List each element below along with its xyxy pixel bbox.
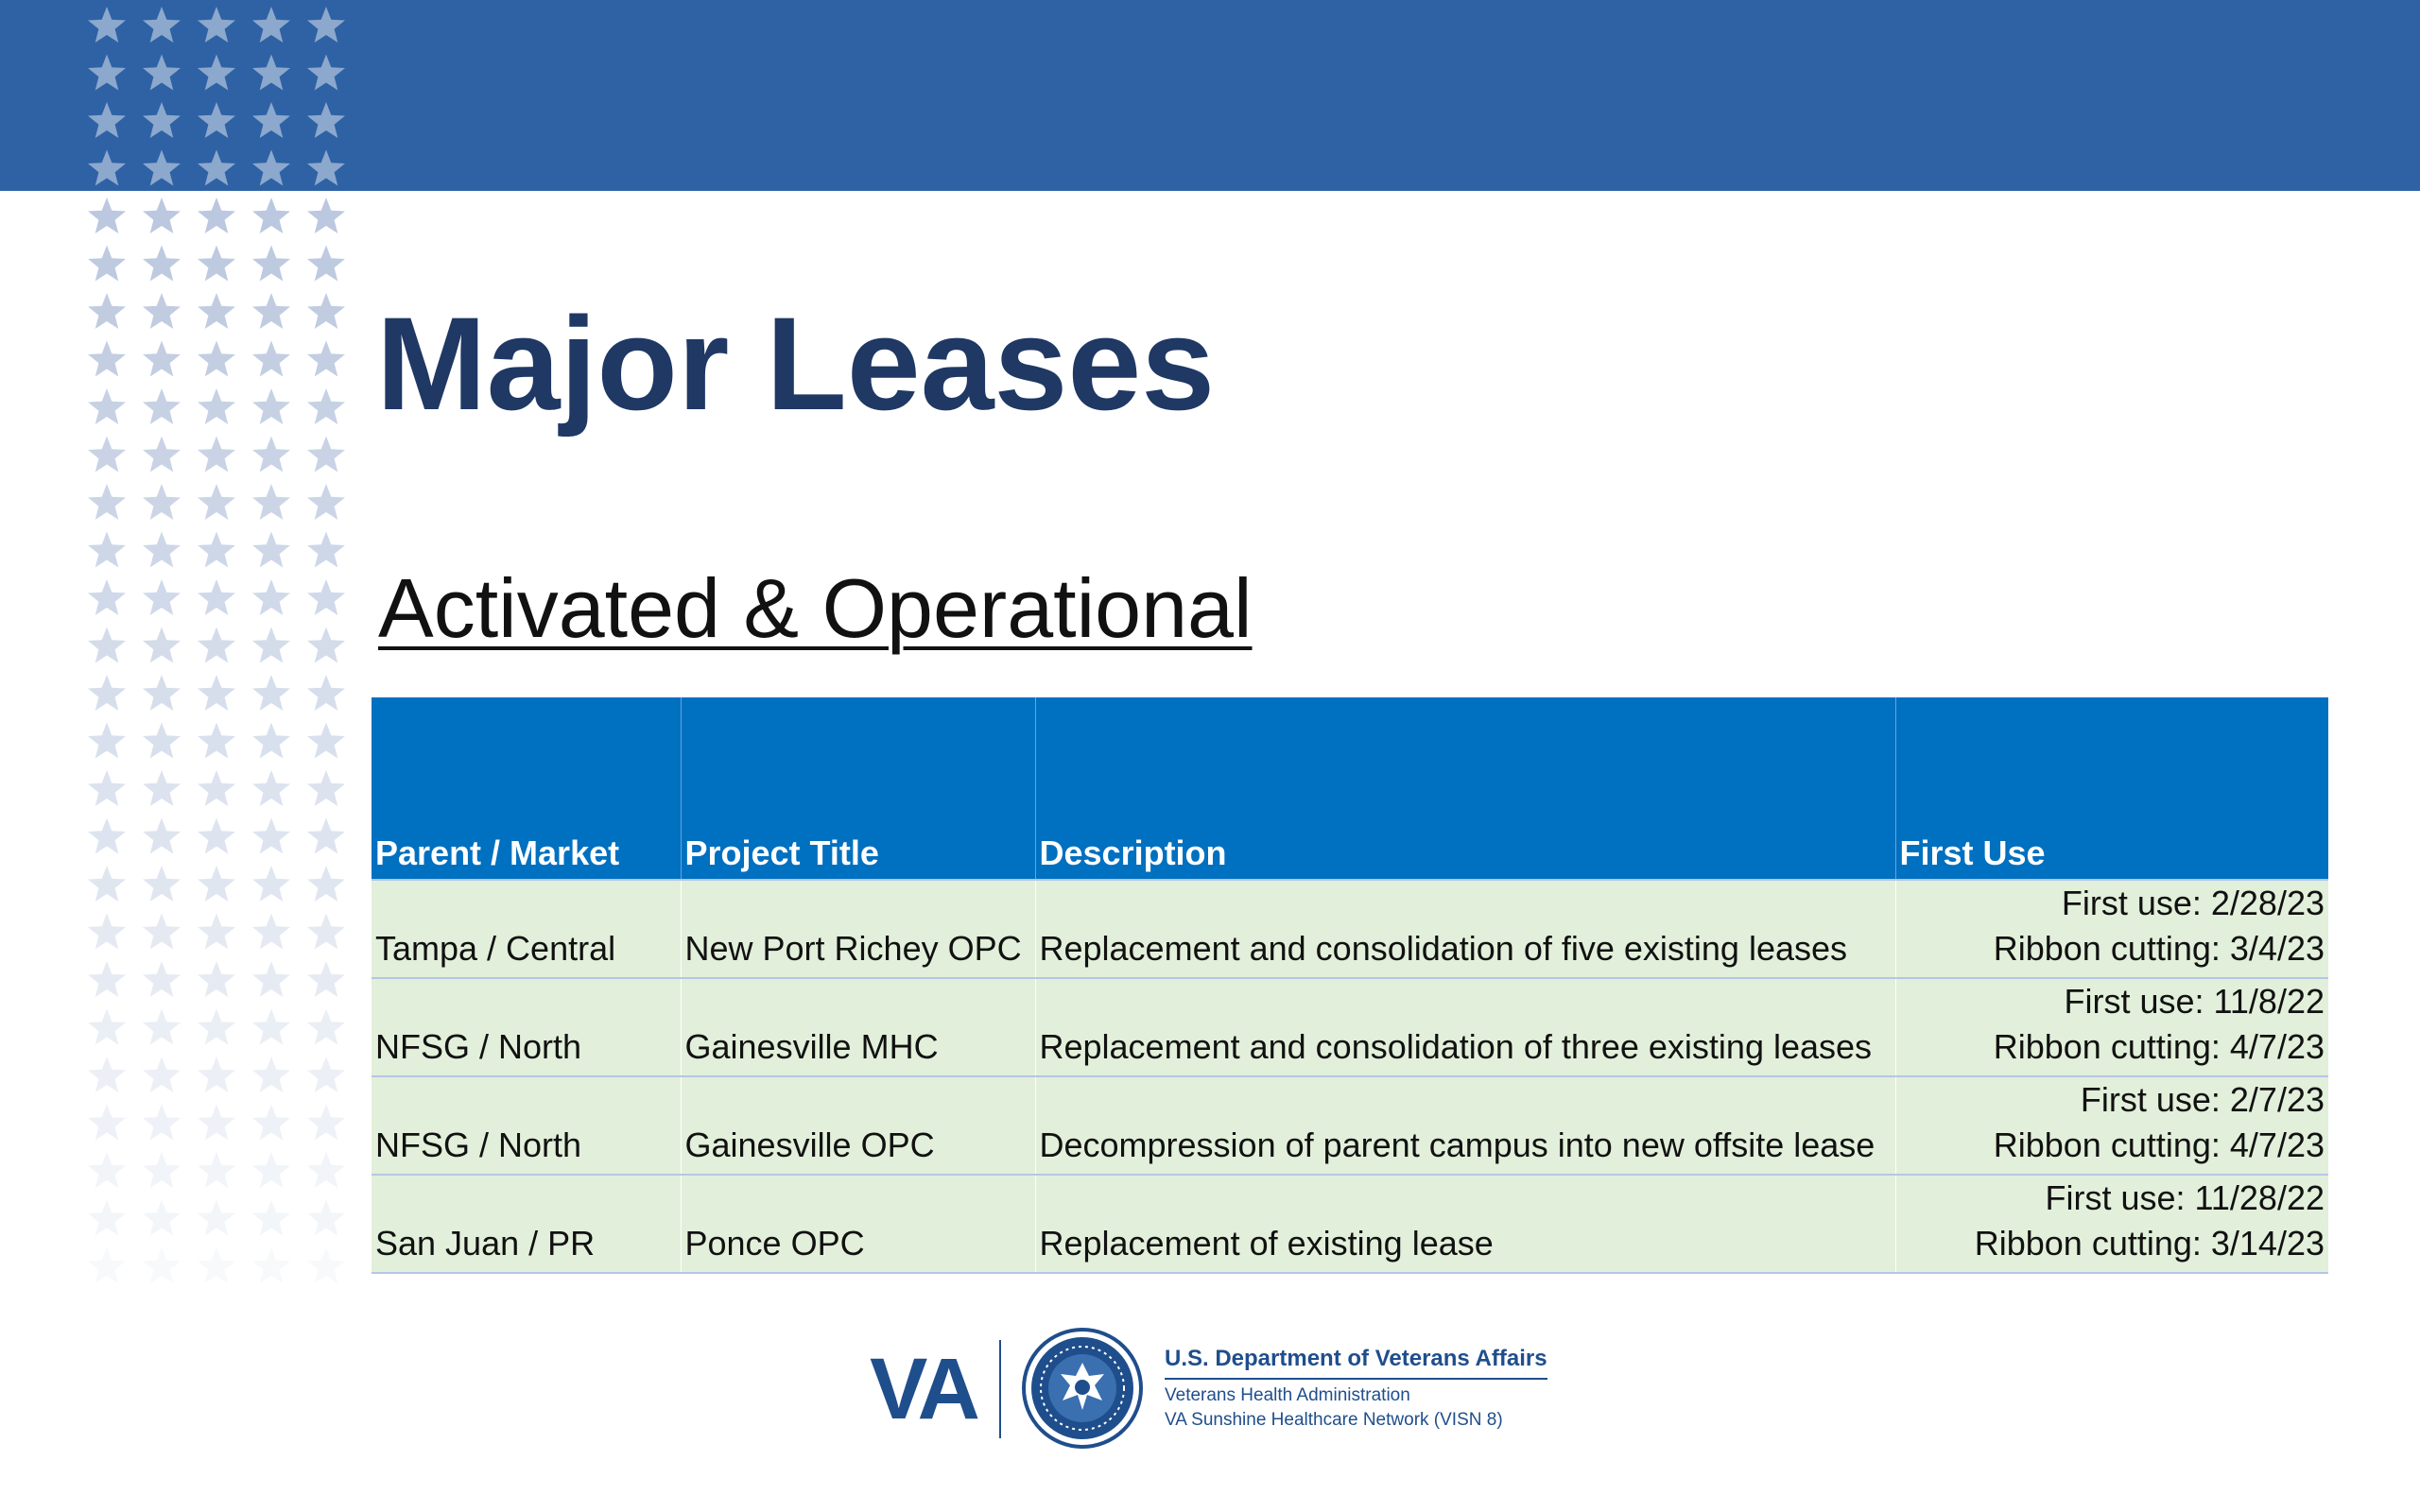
star-icon xyxy=(143,579,181,615)
star-icon xyxy=(143,627,181,663)
star-icon xyxy=(88,198,126,233)
star-icon xyxy=(252,388,290,424)
star-icon xyxy=(307,627,345,663)
star-icon xyxy=(88,818,126,854)
star-icon xyxy=(143,1105,181,1141)
star-icon xyxy=(143,437,181,472)
star-icon xyxy=(252,627,290,663)
star-icon xyxy=(88,961,126,997)
star-icon xyxy=(307,1152,345,1188)
star-icon xyxy=(307,150,345,186)
ribbon-cutting-date: Ribbon cutting: 3/4/23 xyxy=(1993,929,2325,968)
star-icon xyxy=(307,102,345,138)
star-icon xyxy=(252,770,290,806)
star-icon xyxy=(198,1105,235,1141)
cell-description: Replacement and consolidation of three existing leases xyxy=(1035,978,1895,1076)
star-icon xyxy=(307,961,345,997)
star-icon xyxy=(252,675,290,711)
star-icon xyxy=(307,293,345,329)
star-icon xyxy=(252,866,290,902)
star-icon xyxy=(307,866,345,902)
star-icon xyxy=(307,341,345,377)
star-icon xyxy=(198,579,235,615)
star-icon xyxy=(198,7,235,43)
star-icon xyxy=(307,723,345,759)
cell-description: Replacement of existing lease xyxy=(1035,1175,1895,1273)
star-icon xyxy=(198,532,235,568)
star-icon xyxy=(198,293,235,329)
star-icon xyxy=(198,1247,235,1283)
star-icon xyxy=(307,1057,345,1092)
star-icon xyxy=(198,484,235,520)
star-icon xyxy=(88,532,126,568)
star-icon xyxy=(198,437,235,472)
first-use-date: First use: 11/28/22 xyxy=(2045,1178,2325,1217)
table-row xyxy=(372,978,2328,1076)
star-icon xyxy=(252,532,290,568)
star-icon xyxy=(307,1200,345,1236)
first-use-date: First use: 2/7/23 xyxy=(2080,1080,2325,1119)
star-icon xyxy=(198,246,235,282)
star-icon xyxy=(143,55,181,91)
star-icon xyxy=(198,1200,235,1236)
star-icon xyxy=(88,866,126,902)
star-icon xyxy=(143,1009,181,1045)
cell-market: NFSG / North xyxy=(372,978,681,1076)
cell-first-use xyxy=(1895,978,2328,1076)
star-icon xyxy=(143,723,181,759)
star-icon xyxy=(88,246,126,282)
star-icon xyxy=(307,1105,345,1141)
star-icon xyxy=(88,675,126,711)
star-icon xyxy=(143,246,181,282)
star-icon xyxy=(143,675,181,711)
star-icon xyxy=(198,1057,235,1092)
star-icon xyxy=(252,246,290,282)
star-icon xyxy=(143,866,181,902)
star-icon xyxy=(198,1152,235,1188)
star-icon xyxy=(88,1057,126,1092)
star-icon xyxy=(143,484,181,520)
star-icon xyxy=(252,484,290,520)
star-icon xyxy=(143,1200,181,1236)
star-icon xyxy=(307,484,345,520)
star-icon xyxy=(88,55,126,91)
star-icon xyxy=(88,1009,126,1045)
network-name: VA Sunshine Healthcare Network (VISN 8) xyxy=(1165,1410,1503,1430)
cell-market: Tampa / Central xyxy=(372,880,681,978)
cell-market: San Juan / PR xyxy=(372,1175,681,1273)
table-row xyxy=(372,880,2328,978)
star-icon xyxy=(198,341,235,377)
star-icon xyxy=(143,961,181,997)
star-icon xyxy=(252,723,290,759)
star-icon xyxy=(198,55,235,91)
star-icon xyxy=(252,198,290,233)
star-icon xyxy=(198,198,235,233)
column-header-market: Parent / Market xyxy=(372,697,681,880)
star-icon xyxy=(307,1247,345,1283)
administration-name: Veterans Health Administration xyxy=(1165,1385,1410,1405)
star-icon xyxy=(88,1105,126,1141)
star-icon xyxy=(198,1009,235,1045)
star-icon xyxy=(252,818,290,854)
star-icon xyxy=(252,1009,290,1045)
cell-project: New Port Richey OPC xyxy=(681,880,1035,978)
star-icon xyxy=(143,1057,181,1092)
star-icon xyxy=(307,7,345,43)
star-icon xyxy=(88,1247,126,1283)
star-icon xyxy=(198,150,235,186)
star-icon xyxy=(88,7,126,43)
star-icon xyxy=(252,914,290,950)
star-icon xyxy=(307,579,345,615)
star-icon xyxy=(307,198,345,233)
star-icon xyxy=(88,1200,126,1236)
column-header-description: Description xyxy=(1035,697,1895,880)
star-icon xyxy=(88,437,126,472)
cell-first-use xyxy=(1895,880,2328,978)
star-icon xyxy=(88,484,126,520)
cell-description: Decompression of parent campus into new offsite lease xyxy=(1035,1076,1895,1175)
column-header-first-use: First Use xyxy=(1895,697,2328,880)
star-icon xyxy=(198,675,235,711)
star-icon xyxy=(143,388,181,424)
cell-description: Replacement and consolidation of five existing leases xyxy=(1035,880,1895,978)
table-header-row xyxy=(372,697,2328,880)
star-icon xyxy=(88,1152,126,1188)
cell-project: Gainesville OPC xyxy=(681,1076,1035,1175)
star-icon xyxy=(307,914,345,950)
star-icon xyxy=(307,532,345,568)
star-icon xyxy=(198,102,235,138)
star-icon xyxy=(88,388,126,424)
cell-project: Ponce OPC xyxy=(681,1175,1035,1273)
star-icon xyxy=(143,914,181,950)
va-wordmark: VA xyxy=(870,1341,977,1437)
star-icon xyxy=(307,818,345,854)
ribbon-cutting-date: Ribbon cutting: 4/7/23 xyxy=(1993,1027,2325,1066)
star-icon xyxy=(88,341,126,377)
star-icon xyxy=(88,723,126,759)
cell-first-use xyxy=(1895,1175,2328,1273)
star-icon xyxy=(198,866,235,902)
star-icon xyxy=(307,246,345,282)
star-icon xyxy=(198,627,235,663)
star-icon xyxy=(252,1105,290,1141)
first-use-date: First use: 11/8/22 xyxy=(2064,982,2325,1021)
major-leases-table xyxy=(372,697,2328,1274)
star-icon xyxy=(88,770,126,806)
star-icon xyxy=(88,293,126,329)
star-icon xyxy=(252,293,290,329)
star-icon xyxy=(252,1152,290,1188)
star-icon xyxy=(143,1152,181,1188)
star-icon xyxy=(198,770,235,806)
star-icon xyxy=(143,818,181,854)
va-footer-logo xyxy=(870,1323,1550,1455)
star-icon xyxy=(143,198,181,233)
ribbon-cutting-date: Ribbon cutting: 3/14/23 xyxy=(1974,1224,2325,1263)
star-icon xyxy=(198,818,235,854)
star-icon xyxy=(252,1057,290,1092)
star-icon xyxy=(143,7,181,43)
star-icon xyxy=(307,388,345,424)
star-icon xyxy=(88,102,126,138)
star-icon xyxy=(88,627,126,663)
cell-market: NFSG / North xyxy=(372,1076,681,1175)
star-icon xyxy=(88,579,126,615)
star-icon xyxy=(252,341,290,377)
star-icon xyxy=(252,55,290,91)
star-icon xyxy=(198,388,235,424)
star-icon xyxy=(307,1009,345,1045)
star-icon xyxy=(143,341,181,377)
star-icon xyxy=(307,437,345,472)
star-icon xyxy=(143,150,181,186)
slide-title: Major Leases xyxy=(376,289,1216,438)
table-row xyxy=(372,1175,2328,1273)
star-icon xyxy=(307,770,345,806)
star-icon xyxy=(252,1247,290,1283)
star-icon xyxy=(143,770,181,806)
star-icon xyxy=(252,437,290,472)
star-icon xyxy=(88,150,126,186)
star-icon xyxy=(252,579,290,615)
star-icon xyxy=(198,914,235,950)
star-icon xyxy=(252,1200,290,1236)
star-icon xyxy=(198,961,235,997)
ribbon-cutting-date: Ribbon cutting: 4/7/23 xyxy=(1993,1125,2325,1164)
va-seal-icon xyxy=(1021,1327,1144,1450)
cell-project: Gainesville MHC xyxy=(681,978,1035,1076)
star-icon xyxy=(252,7,290,43)
cell-first-use xyxy=(1895,1076,2328,1175)
star-icon xyxy=(307,55,345,91)
star-icon xyxy=(252,961,290,997)
star-icon xyxy=(252,102,290,138)
star-icon xyxy=(143,102,181,138)
star-icon xyxy=(198,723,235,759)
star-icon xyxy=(88,914,126,950)
first-use-date: First use: 2/28/23 xyxy=(2061,884,2325,922)
column-header-project: Project Title xyxy=(681,697,1035,880)
star-icon xyxy=(143,1247,181,1283)
star-icon xyxy=(143,532,181,568)
star-icon xyxy=(252,150,290,186)
star-pattern-decoration xyxy=(80,0,364,1295)
logo-divider xyxy=(999,1340,1001,1438)
star-icon xyxy=(307,675,345,711)
department-name: U.S. Department of Veterans Affairs xyxy=(1165,1346,1547,1380)
star-icon xyxy=(143,293,181,329)
slide-subtitle: Activated & Operational xyxy=(378,561,1253,655)
table-row xyxy=(372,1076,2328,1175)
